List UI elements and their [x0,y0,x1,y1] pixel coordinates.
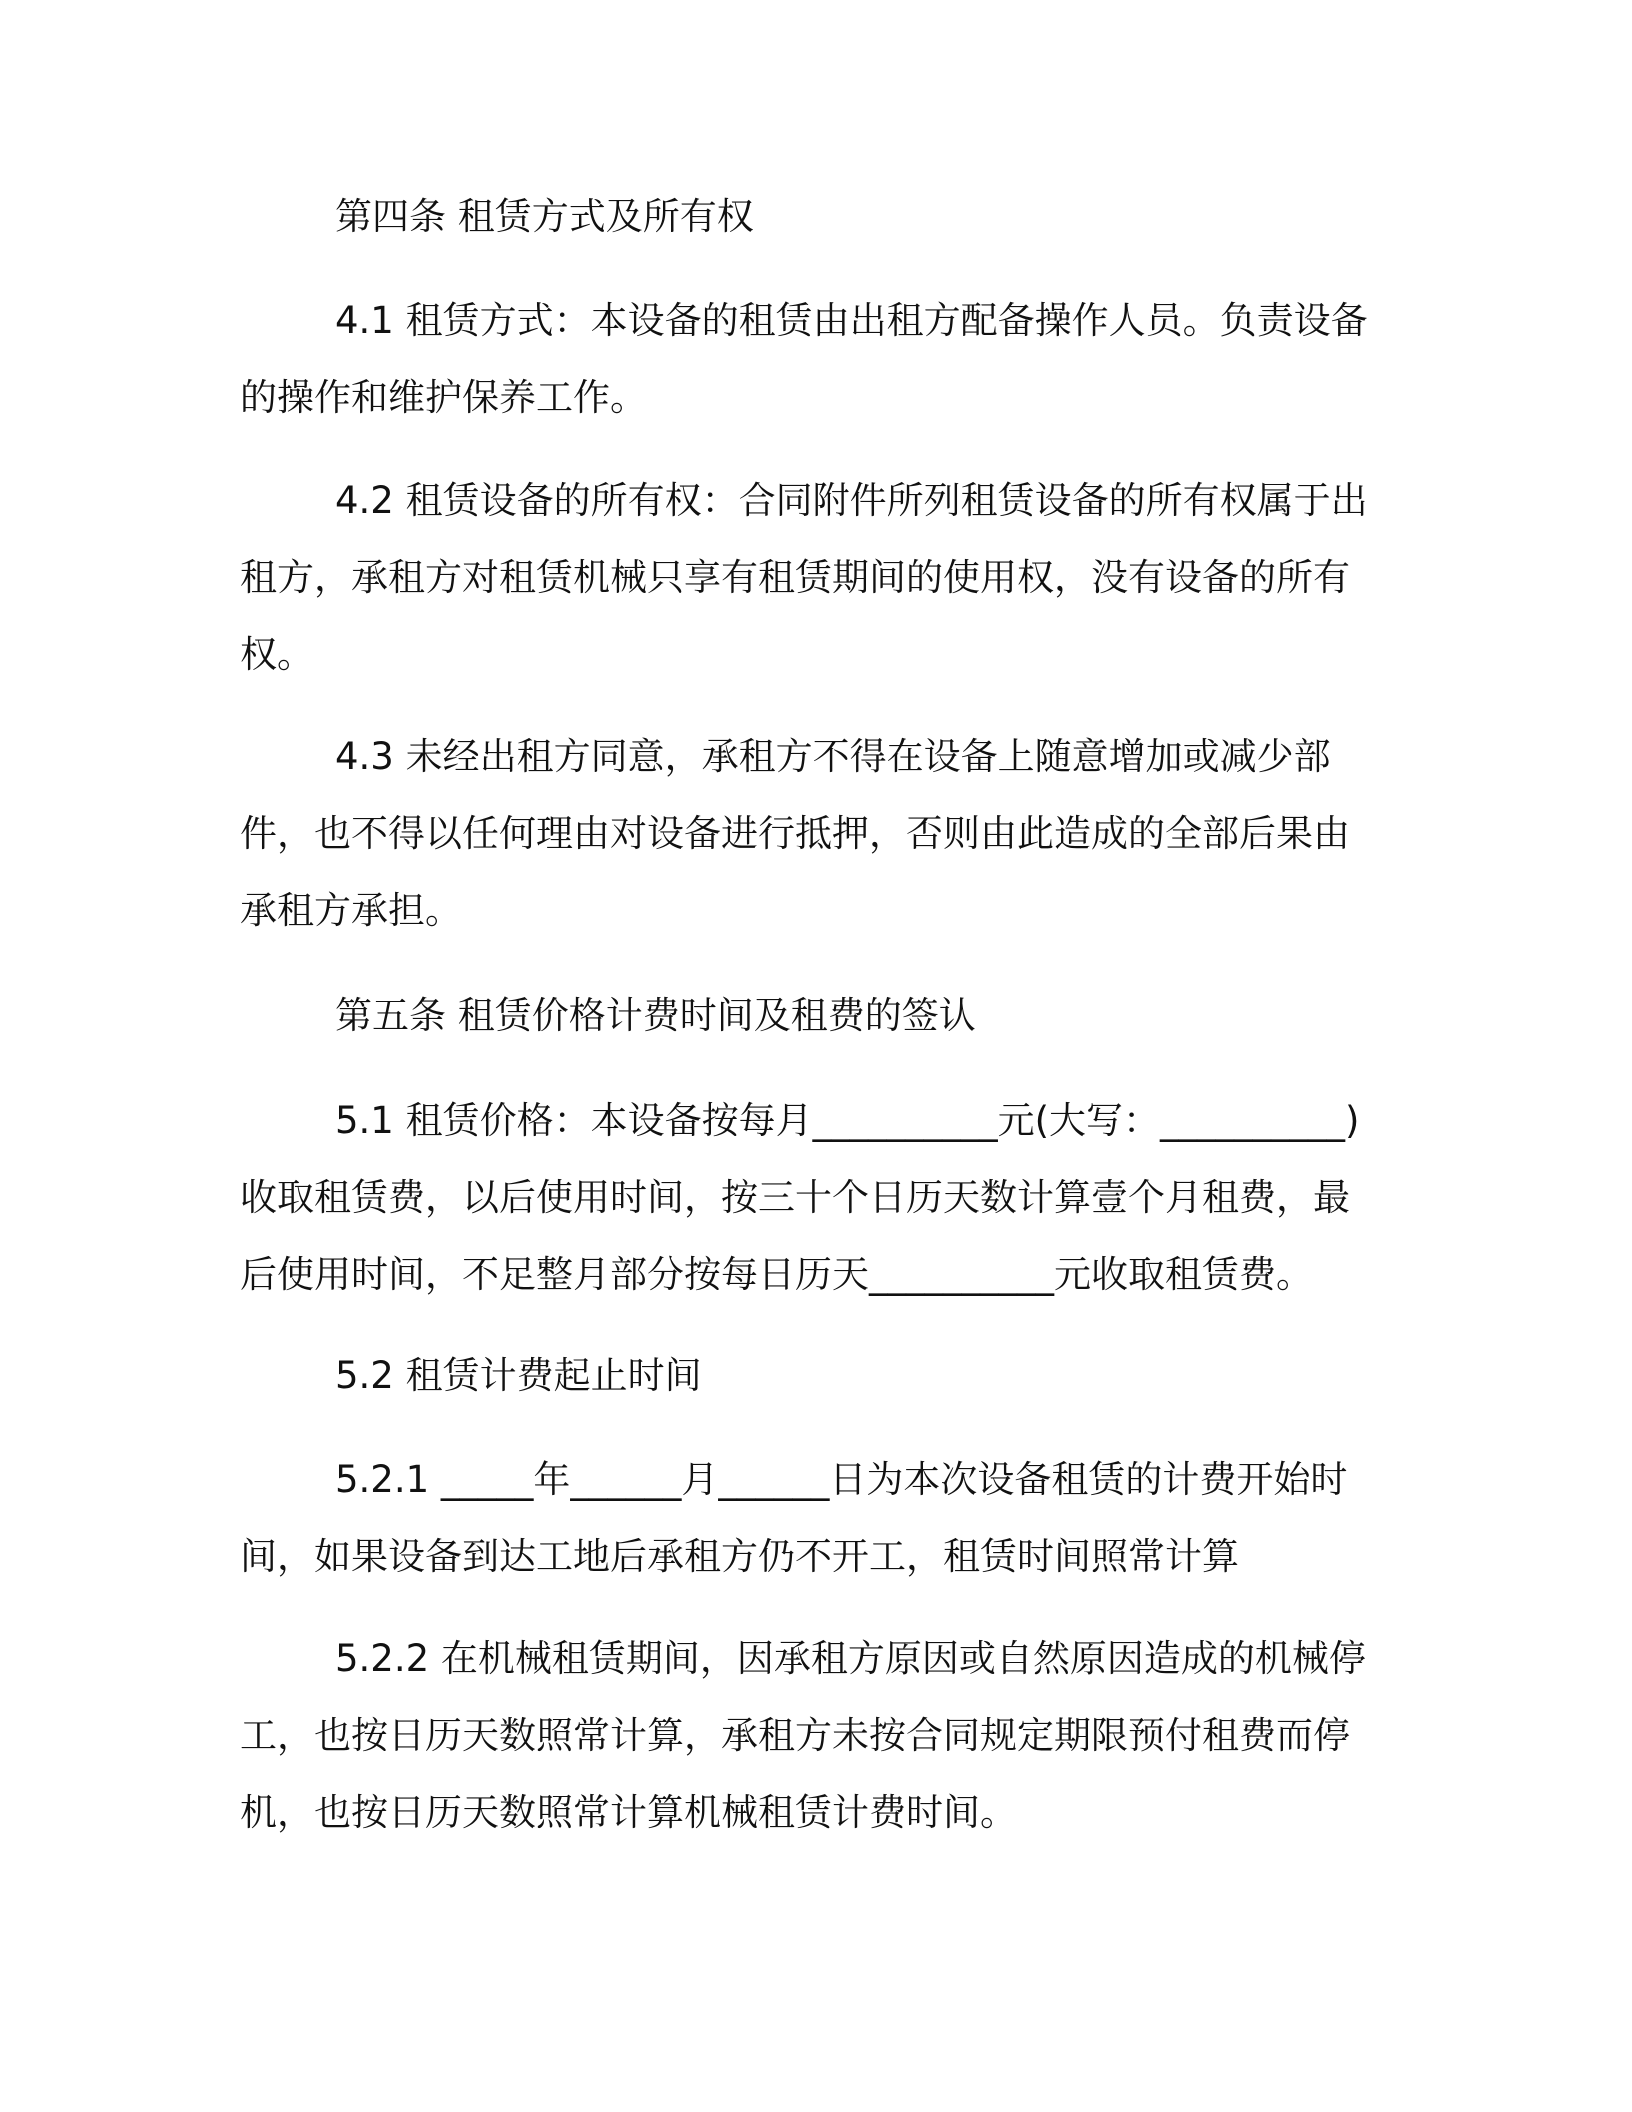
article-5-heading: 第五条 租赁价格计费时间及租费的签认 [335,994,976,1037]
clause-5-1: 5.1 租赁价格：本设备按每月__________元(大写：__________)收取租赁费，以后使用时间，按三十个日历天数计算壹个月租费，最后使用时间，不足整月部分按每日历天__________元收取租赁费。 [240,1099,1360,1296]
clause-4-2: 4.2 租赁设备的所有权：合同附件所列租赁设备的所有权属于出租方，承租方对租赁机械只享有租赁期间的使用权，没有设备的所有权。 [240,479,1368,676]
clause-4-1: 4.1 租赁方式：本设备的租赁由出租方配备操作人员。负责设备的操作和维护保养工作。 [240,299,1368,419]
clause-5-2-heading: 5.2 租赁计费起止时间 [335,1354,702,1397]
clause-4-3: 4.3 未经出租方同意，承租方不得在设备上随意增加或减少部件，也不得以任何理由对设备进行抵押，否则由此造成的全部后果由承租方承担。 [240,735,1350,932]
clause-5-2-1: 5.2.1 _____年______月______日为本次设备租赁的计费开始时间，如果设备到达工地后承租方仍不开工，租赁时间照常计算 [240,1458,1348,1578]
article-4-heading: 第四条 租赁方式及所有权 [335,195,754,238]
clause-5-2-2: 5.2.2 在机械租赁期间，因承租方原因或自然原因造成的机械停工，也按日历天数照常计算，承租方未按合同规定期限预付租费而停机，也按日历天数照常计算机械租赁计费时间。 [240,1637,1366,1834]
